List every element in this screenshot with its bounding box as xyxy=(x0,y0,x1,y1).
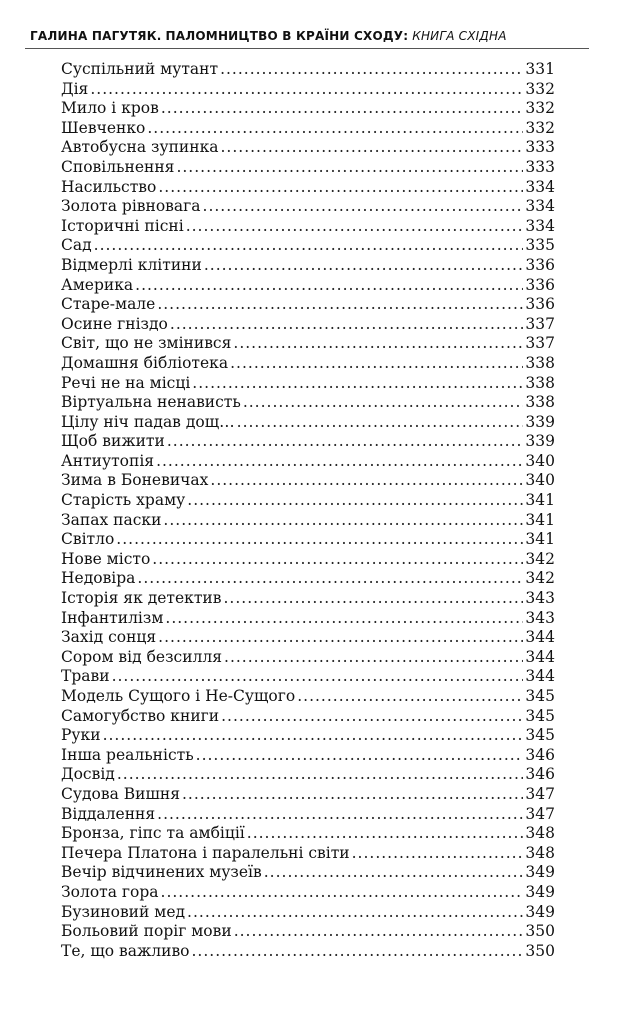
dot-leader xyxy=(161,883,524,903)
toc-entry-page: 350 xyxy=(525,922,555,941)
dot-leader xyxy=(167,432,524,452)
toc-entry-title: Історія як детектив xyxy=(61,589,222,608)
dot-leader xyxy=(247,824,524,844)
dot-leader xyxy=(137,569,523,589)
toc-entry-title: Щоб вижити xyxy=(61,432,165,451)
toc-entry-title: Сором від безсилля xyxy=(61,647,223,666)
toc-entry xyxy=(61,883,555,903)
dot-leader xyxy=(187,903,523,923)
toc-entry-title: Трави xyxy=(61,667,110,686)
toc-entry-title: Інша реальність xyxy=(61,745,194,764)
dot-leader xyxy=(204,256,524,276)
toc-entry-page: 333 xyxy=(525,157,555,176)
toc-entry-page: 338 xyxy=(525,373,555,392)
toc-entry-title: Бронза, гіпс та амбіції xyxy=(61,824,245,843)
header-subtitle: КНИГА СХІДНА xyxy=(412,29,507,43)
toc-entry-title: Печера Платона і паралельні світи xyxy=(61,843,350,862)
toc-entry-page: 336 xyxy=(525,295,555,314)
toc-entry xyxy=(61,511,555,531)
toc-entry-page: 348 xyxy=(525,843,555,862)
dot-leader xyxy=(163,511,523,531)
toc-entry-title: Захід сонця xyxy=(61,628,157,647)
toc-entry xyxy=(61,805,555,825)
toc-entry-page: 343 xyxy=(525,608,555,627)
toc-entry-page: 348 xyxy=(525,824,555,843)
toc-entry xyxy=(61,158,555,178)
toc-entry-title: Запах паски xyxy=(61,510,162,529)
dot-leader xyxy=(158,628,523,648)
toc-entry-page: 335 xyxy=(525,236,555,255)
dot-leader xyxy=(170,315,524,335)
toc-entry-title: Самогубство книги xyxy=(61,706,220,725)
toc-entry-title: Домашня бібліотека xyxy=(61,353,229,372)
toc-entry-page: 334 xyxy=(525,216,555,235)
toc-entry-page: 341 xyxy=(525,530,555,549)
toc-entry xyxy=(61,276,555,296)
toc-entry-page: 346 xyxy=(525,765,555,784)
header-rule xyxy=(25,48,589,49)
toc-entry xyxy=(61,334,555,354)
dot-leader xyxy=(187,491,523,511)
toc-entry-title: Недовіра xyxy=(61,569,136,588)
toc-entry-page: 332 xyxy=(525,99,555,118)
toc-entry xyxy=(61,374,555,394)
toc-entry xyxy=(61,491,555,511)
toc-entry-title: Світло xyxy=(61,530,115,549)
toc-entry xyxy=(61,569,555,589)
toc-entry xyxy=(61,903,555,923)
toc-entry xyxy=(61,550,555,570)
dot-leader xyxy=(186,217,524,237)
toc-entry-page: 339 xyxy=(525,412,555,431)
toc-entry xyxy=(61,236,555,256)
dot-leader xyxy=(158,178,523,198)
dot-leader xyxy=(192,374,523,394)
toc-entry-title: Вечір відчинених музеїв xyxy=(61,863,262,882)
toc-entry-title: Суспільний мутант xyxy=(61,60,219,78)
dot-leader xyxy=(147,119,523,139)
toc-entry-page: 336 xyxy=(525,255,555,274)
toc-entry-page: 337 xyxy=(525,314,555,333)
toc-entry xyxy=(61,922,555,942)
toc-entry xyxy=(61,471,555,491)
dot-leader xyxy=(116,530,523,550)
toc-entry-title: Те, що важливо xyxy=(61,941,190,960)
toc-entry xyxy=(61,765,555,785)
toc-entry-page: 334 xyxy=(525,197,555,216)
toc-entry-title: Віртуальна ненависть xyxy=(61,393,241,412)
toc-entry-title: Бузиновий мед xyxy=(61,902,186,921)
toc-entry xyxy=(61,432,555,452)
dot-leader xyxy=(165,609,523,629)
dot-leader xyxy=(161,99,524,119)
dot-leader xyxy=(230,354,523,374)
toc-entry xyxy=(61,295,555,315)
toc-entry-title: Золота гора xyxy=(61,882,159,901)
toc-entry-page: 347 xyxy=(525,804,555,823)
header-title: ПАЛОМНИЦТВО В КРАЇНИ СХОДУ: xyxy=(165,29,409,43)
toc-entry-page: 338 xyxy=(525,353,555,372)
dot-leader xyxy=(220,60,523,80)
toc-entry-title: Мило і кров xyxy=(61,99,159,118)
dot-leader xyxy=(117,765,524,785)
toc-entry-title: Старість храму xyxy=(61,491,186,510)
toc-entry-title: Америка xyxy=(61,275,134,294)
toc-entry xyxy=(61,178,555,198)
toc-entry-page: 340 xyxy=(525,451,555,470)
toc-entry-title: Досвід xyxy=(61,765,115,784)
toc-entry-page: 342 xyxy=(525,569,555,588)
toc-entry-title: Старе-мале xyxy=(61,295,156,314)
dot-leader xyxy=(243,393,524,413)
toc-entry-page: 349 xyxy=(525,863,555,882)
dot-leader xyxy=(192,942,524,962)
dot-leader xyxy=(135,276,523,296)
toc-entry xyxy=(61,413,555,433)
toc-entry xyxy=(61,609,555,629)
toc-entry-page: 338 xyxy=(525,393,555,412)
toc-entry-title: Сповільнення xyxy=(61,157,175,176)
dot-leader xyxy=(234,922,524,942)
toc-entry-page: 344 xyxy=(525,667,555,686)
toc-entry-page: 350 xyxy=(525,941,555,960)
toc-entry-title: Автобусна зупинка xyxy=(61,138,219,157)
dot-leader xyxy=(221,138,524,158)
toc-entry-title: Нове місто xyxy=(61,549,151,568)
dot-leader xyxy=(156,452,523,472)
dot-leader xyxy=(224,648,523,668)
toc-entry xyxy=(61,648,555,668)
running-header xyxy=(30,29,590,43)
toc-entry-page: 345 xyxy=(525,687,555,705)
toc-entry-title: Зима в Боневичах xyxy=(61,471,209,490)
toc-entry xyxy=(61,824,555,844)
toc-entry-page: 344 xyxy=(525,647,555,666)
header-author: ГАЛИНА ПАГУТЯК. xyxy=(30,29,162,43)
dot-leader xyxy=(297,687,523,707)
toc-entry-title: Антиутопія xyxy=(61,451,155,470)
toc-entry-title: Шевченко xyxy=(61,118,146,137)
toc-entry-page: 349 xyxy=(525,902,555,921)
toc-entry-title: Судова Вишня xyxy=(61,784,180,803)
toc-entry xyxy=(61,197,555,217)
toc-entry-page: 349 xyxy=(525,882,555,901)
toc-entry-page: 345 xyxy=(525,726,555,745)
dot-leader xyxy=(157,805,523,825)
toc-entry-page: 334 xyxy=(525,177,555,196)
toc-entry-title: Історичні пісні xyxy=(61,216,184,235)
table-of-contents xyxy=(61,60,555,961)
toc-entry-title: Сад xyxy=(61,236,92,255)
toc-entry xyxy=(61,589,555,609)
toc-entry xyxy=(61,256,555,276)
toc-entry-page: 341 xyxy=(525,491,555,510)
toc-entry-title: Больовий поріг мови xyxy=(61,922,232,941)
toc-entry-page: 343 xyxy=(525,589,555,608)
dot-leader xyxy=(90,80,523,100)
toc-entry-title: Дія xyxy=(61,79,89,98)
toc-entry-page: 332 xyxy=(525,79,555,98)
toc-entry-page: 342 xyxy=(525,549,555,568)
dot-leader xyxy=(223,589,523,609)
toc-entry xyxy=(61,942,555,962)
dot-leader xyxy=(103,726,524,746)
toc-entry-page: 347 xyxy=(525,784,555,803)
toc-entry xyxy=(61,452,555,472)
dot-leader xyxy=(152,550,523,570)
dot-leader xyxy=(203,197,524,217)
toc-entry-page: 341 xyxy=(525,510,555,529)
toc-entry xyxy=(61,354,555,374)
toc-entry xyxy=(61,138,555,158)
toc-entry xyxy=(61,393,555,413)
toc-entry-page: 337 xyxy=(525,334,555,353)
dot-leader xyxy=(196,746,524,766)
toc-entry-page: 331 xyxy=(525,60,555,78)
toc-entry-title: Модель Сущого і Не-Сущого xyxy=(61,687,296,705)
toc-entry-page: 344 xyxy=(525,628,555,647)
toc-entry xyxy=(61,785,555,805)
toc-entry-page: 340 xyxy=(525,471,555,490)
dot-leader xyxy=(233,334,523,354)
toc-entry xyxy=(61,726,555,746)
toc-entry xyxy=(61,217,555,237)
dot-leader xyxy=(221,707,523,727)
dot-leader xyxy=(94,236,524,256)
toc-entry-title: Руки xyxy=(61,726,101,745)
dot-leader xyxy=(176,158,523,178)
dot-leader xyxy=(352,844,524,864)
toc-entry xyxy=(61,746,555,766)
toc-entry-title: Відмерлі клітини xyxy=(61,255,202,274)
toc-entry-page: 336 xyxy=(525,275,555,294)
toc-entry-title: Цілу ніч падав дощ… xyxy=(61,412,235,431)
toc-entry-page: 333 xyxy=(525,138,555,157)
dot-leader xyxy=(237,413,524,433)
toc-entry-page: 332 xyxy=(525,118,555,137)
dot-leader xyxy=(157,295,523,315)
toc-entry xyxy=(61,667,555,687)
toc-entry xyxy=(61,119,555,139)
toc-entry xyxy=(61,844,555,864)
toc-entry xyxy=(61,80,555,100)
toc-entry xyxy=(61,687,555,707)
toc-entry xyxy=(61,60,555,80)
toc-entry-page: 345 xyxy=(525,706,555,725)
toc-entry-title: Інфантилізм xyxy=(61,608,164,627)
toc-entry-page: 346 xyxy=(525,745,555,764)
toc-entry xyxy=(61,530,555,550)
dot-leader xyxy=(210,471,523,491)
toc-entry-title: Речі не на місці xyxy=(61,373,191,392)
toc-entry xyxy=(61,863,555,883)
toc-entry-title: Віддалення xyxy=(61,804,156,823)
toc-entry-title: Осине гніздо xyxy=(61,314,168,333)
toc-entry-title: Золота рівновага xyxy=(61,197,201,216)
toc-entry xyxy=(61,628,555,648)
dot-leader xyxy=(182,785,523,805)
dot-leader xyxy=(112,667,524,687)
toc-entry-title: Світ, що не змінився xyxy=(61,334,232,353)
toc-entry-title: Насильство xyxy=(61,177,157,196)
toc-entry-page: 339 xyxy=(525,432,555,451)
toc-entry xyxy=(61,99,555,119)
toc-entry xyxy=(61,315,555,335)
toc-entry xyxy=(61,707,555,727)
dot-leader xyxy=(264,863,524,883)
